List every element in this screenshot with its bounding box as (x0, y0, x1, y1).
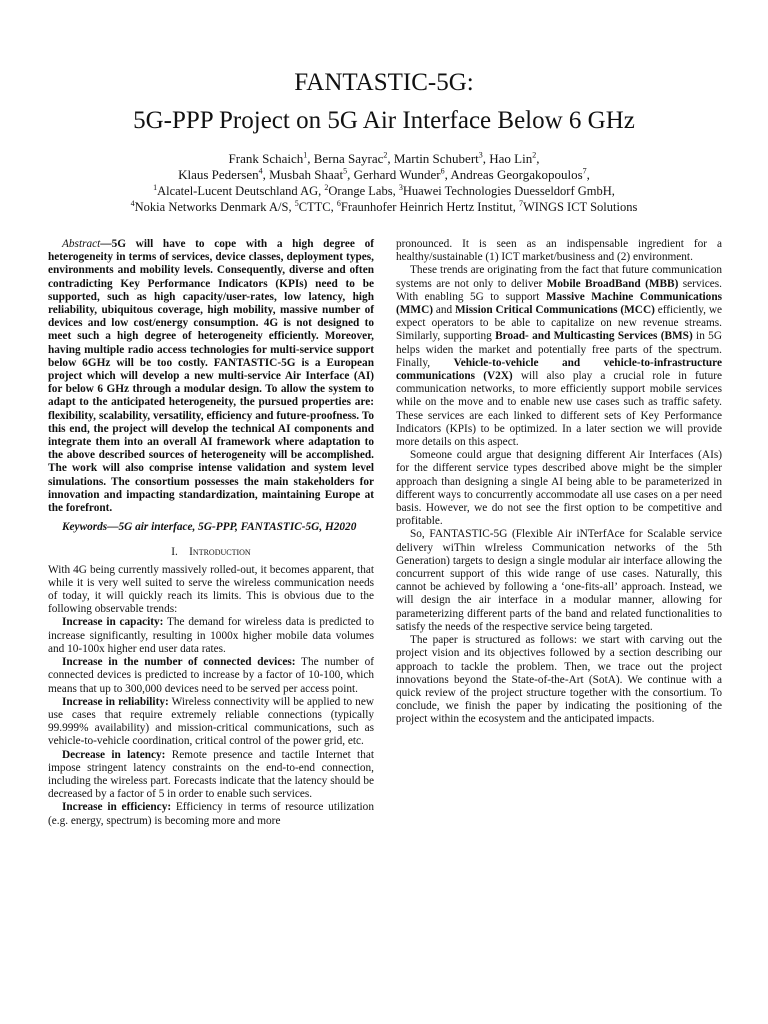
author-name: Musbah Shaat (269, 167, 344, 182)
structure-paragraph: The paper is structured as follows: we start with carving out the project vision and its objectives followed by a section describing our approach to tackle the problem. Then, we trace out the project innovations beyond the State-of-the-Art (SotA). We continue with a quick review of the project structure together with the consortium. To conclude, we finish the paper by indicating the positioning of the project within the ecosystem and the anticipated impacts. (396, 634, 722, 726)
service-term: Mobile BroadBand (MBB) (546, 277, 679, 290)
service-term: Vehicle-to-vehicle and vehicle-to-infrastructure communications (V2X) (396, 356, 722, 383)
affil-index: 5 (294, 198, 299, 208)
affil-index: 7 (518, 198, 523, 208)
trend-label: Increase in the number of connected devices: (62, 656, 296, 669)
author-list (0, 151, 768, 183)
section-number: I. (171, 546, 178, 559)
trend-label: Increase in efficiency: (62, 801, 172, 814)
affiliation-line-1: $^1$Alcatel-Lucent Deutschland AG, $^2$Orange Labs, $^3$Huawei Technologies Duesseldorf GmbH, (153, 182, 615, 198)
intro-paragraph: With 4G being currently massively rolled-out, it becomes apparent, that while it is very well suited to serve the wireless communication needs of today, it will quickly reach its limits. This is obvious due to the following observable trends: (48, 563, 374, 616)
text-run: in 5G helps widen the market and potentially free parts of the spectrum. Finally, (396, 330, 722, 369)
author-affil-index: 2 (383, 150, 388, 160)
author-line-2: Klaus Pedersen$^4$, Musbah Shaat$^5$, Gerhard Wunder$^6$, Andreas Georgakopoulos$^7$, (178, 166, 590, 182)
argument-paragraph: Someone could argue that designing different Air Interfaces (AIs) for the different service types described above might be the simpler approach than designing a single AI being able to be parameterized in different ways to concurrently accommodate all use cases on a per need basis. However, we do not see the first option to be competitive and profitable. (396, 449, 722, 528)
service-term: Broad- and Multicasting Services (BMS) (495, 330, 693, 343)
author-affil-index: 2 (532, 150, 537, 160)
trend-paragraph (48, 696, 374, 749)
author-affil-index: 6 (440, 166, 445, 176)
affiliation-name: Nokia Networks Denmark A/S (134, 200, 289, 214)
author-affil-index: 1 (303, 150, 308, 160)
trend-paragraph (48, 749, 374, 802)
author-affil-index: 3 (478, 150, 483, 160)
section-heading (48, 546, 374, 559)
affil-index: 6 (336, 198, 341, 208)
keywords: Keywords—5G air interface, 5G-PPP, FANTASTIC-5G, H2020 (62, 521, 357, 534)
services-paragraph (396, 264, 722, 449)
author-name: Gerhard Wunder (353, 167, 441, 182)
affiliation-name: Fraunhofer Heinrich Hertz Institut (340, 200, 513, 214)
paper-title-line1: FANTASTIC-5G: (294, 69, 474, 96)
paper-title-line2: 5G-PPP Project on 5G Air Interface Below 6 GHz (133, 107, 635, 134)
affiliation-name: WINGS ICT Solutions (522, 200, 638, 214)
abstract (48, 238, 374, 515)
author-name: Frank Schaich (228, 151, 304, 166)
affiliation-name: Huawei Technologies Duesseldorf GmbH (402, 184, 612, 198)
trend-label: Increase in capacity: (62, 616, 164, 629)
service-term: Mission Critical Communications (MCC) (454, 304, 655, 317)
trend-paragraph (48, 656, 374, 696)
service-term: Massive Machine Communications (MMC) (396, 290, 723, 317)
author-name: Martin Schubert (393, 151, 479, 166)
affil-index: 2 (324, 182, 329, 192)
text-run: services. With enabling 5G to support (396, 277, 722, 303)
trend-text: The number of connected devices is predicted to increase by a factor of 10-100, which means that up to 300,000 devices need to be served per access point. (48, 656, 374, 695)
abstract-text: —5G will have to cope with a high degree of heterogeneity in terms of services, device classes, deployment types, environments and mobility levels. Consequently, diverse and often contradicting Key Performance Indicators (KPIs) need to be supported, such as high capacity/user-rates, low latency, high reliability, ubiquitous coverage, high mobility, massive number of devices and low cost/energy consumption. 4G is not designed to meet such a high degree of heterogeneity efficiently. Moreover, having multiple radio access technologies for multi-service support below 6GHz will be too costly. FANTASTIC-5G is a European project which will develop a new multi-service Air Interface (AI) for below 6 GHz through a modular design. To allow the system to adapt to the anticipated heterogeneity, the pursued properties are: flexibility, scalability, versatility, efficiency and future-proofness. To this end, the project will develop the technical AI components and integrate them into an overall AI framework where adaptation to the above described sources of heterogeneity will be accomplished. The work will also comprise intense validation and system level simulations. The consortium possesses the main stakeholders for innovation and impacting standardization, maintaining Europe at the forefront. (48, 238, 374, 515)
affiliation-list (0, 183, 768, 215)
right-column (396, 238, 722, 727)
text-run: will also play a crucial role in future communication networks, to more efficiently support mobile services while on the move and to enable new use cases such as traffic safety. These services are each linked to different sets of Key Performance Indicators (KPIs) to be optimized. In a later section we will provide more details on this aspect. (396, 370, 722, 449)
text-run: These trends are originating from the fact that future communication systems are not only to deliver (396, 264, 722, 290)
author-name: Hao Lin (489, 151, 533, 166)
section-title: Introduction (189, 546, 251, 559)
abstract-label: Abstract (62, 238, 101, 250)
author-name: Andreas Georgakopoulos (450, 167, 583, 182)
left-column (48, 238, 374, 828)
affiliation-name: CTTC (298, 200, 331, 214)
text-run: efficiently, we expect operators to be able to capitalize on new revenue streams. Similarly, supporting (396, 304, 723, 343)
affiliation-name: Alcatel-Lucent Deutschland AG (157, 184, 319, 198)
trend-label: Increase in reliability: (62, 695, 169, 708)
author-affil-index: 4 (258, 166, 263, 176)
continued-paragraph: pronounced. It is seen as an indispensable ingredient for a healthy/sustainable (1) ICT market/business and (2) environment. (396, 238, 722, 264)
trend-label: Decrease in latency: (62, 748, 166, 761)
trend-paragraph (48, 801, 374, 827)
paper-header (0, 68, 768, 215)
trend-paragraph (48, 616, 374, 656)
trend-text: Remote presence and tactile Internet that impose stringent latency constraints on the end-to-end connection, including the wireless part. Forecasts indicate that the latency should be decreased by a factor of 5 in order to enable such services. (48, 748, 374, 801)
author-name: Berna Sayrac (313, 151, 384, 166)
affil-index: 3 (398, 182, 403, 192)
affil-index: 1 (153, 182, 158, 192)
affiliation-line-2: $^4$Nokia Networks Denmark A/S, $^5$CTTC, $^6$Fraunhofer Heinrich Hertz Institut, $^7$WINGS ICT Solutions (130, 198, 638, 214)
author-affil-index: 7 (582, 166, 587, 176)
text-run: and (433, 304, 455, 317)
project-paragraph: So, FANTASTIC-5G (Flexible Air iNTerfAce for Scalable service delivery wiThin wIreless Communication networks of the 5th Generation) targets to design a single modular air interface allowing the concurrent support of this wide range of use cases. Naturally, this cannot be achieved by following a ‘one-fits-all’ approach. Instead, we will design the air interface in a modular manner, allowing for parameterizing different parts of the band and related functionalities to satisfy the needs of the respective service being targeted. (396, 528, 722, 633)
affil-index: 4 (130, 198, 135, 208)
trend-text: The demand for wireless data is predicted to increase significantly, resulting in 1000x higher mobile data volumes and 10-100x higher end user data rates. (48, 616, 374, 655)
author-name: Klaus Pedersen (178, 167, 259, 182)
trend-text: Wireless connectivity will be applied to new use cases that require extremely reliable connections (typically 99.999% availability) and mission-critical communications, such as vehicle-to-vehicle coordination, critical control of the power grid, etc. (48, 695, 374, 748)
affiliation-name: Orange Labs (328, 184, 393, 198)
author-line-1: Frank Schaich$^1$, Berna Sayrac$^2$, Martin Schubert$^3$, Hao Lin$^2$, (228, 150, 540, 166)
trend-text: Efficiency in terms of resource utilization (e.g. energy, spectrum) is becoming more and more (48, 801, 374, 827)
author-affil-index: 5 (343, 166, 348, 176)
